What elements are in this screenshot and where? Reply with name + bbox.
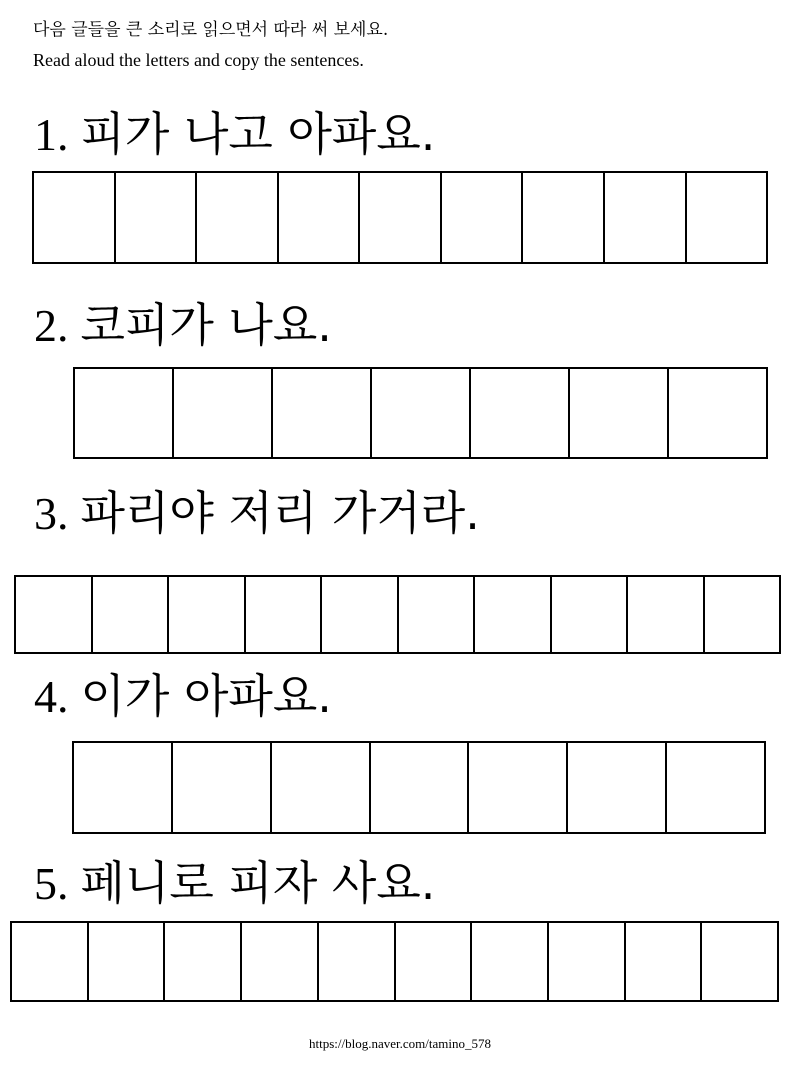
exercise-3-heading [34,485,480,542]
exercise-sentence: 이가 아파요. [80,669,332,723]
source-url: https://blog.naver.com/tamino_578 [309,1036,491,1051]
writing-box [242,923,319,1000]
writing-box [165,923,242,1000]
exercise-number: 2. [34,300,69,351]
writing-box [552,577,629,652]
writing-box [568,743,667,832]
instructions-english: Read aloud the letters and copy the sentences. [33,50,364,70]
instructions-korean: 다음 글들을 큰 소리로 읽으면서 따라 써 보세요. [33,20,389,40]
writing-box [246,577,323,652]
writing-box [116,173,198,262]
writing-box [74,743,173,832]
writing-box [628,577,705,652]
writing-box [705,577,782,652]
exercise-4-writing-grid [72,741,766,834]
writing-box [687,173,769,262]
writing-box [173,743,272,832]
writing-box [523,173,605,262]
writing-box [34,173,116,262]
writing-box [322,577,399,652]
writing-box [279,173,361,262]
writing-box [273,369,372,457]
writing-box [372,369,471,457]
exercise-sentence: 파리야 저리 가거라. [80,486,480,540]
exercise-number: 1. [34,109,69,160]
exercise-1-writing-grid [32,171,768,264]
writing-box [549,923,626,1000]
exercise-5-writing-grid [10,921,779,1002]
writing-box [570,369,669,457]
writing-box [702,923,779,1000]
writing-box [669,369,768,457]
writing-box [197,173,279,262]
exercise-number: 5. [34,858,69,909]
exercise-3-writing-grid [14,575,781,654]
exercise-sentence: 페니로 피자 사요. [80,856,436,910]
writing-box [475,577,552,652]
exercise-1-heading [34,106,435,163]
writing-box [371,743,470,832]
writing-box [169,577,246,652]
writing-box [667,743,766,832]
writing-box [605,173,687,262]
writing-box [12,923,89,1000]
exercise-number: 4. [34,671,69,722]
exercise-5-heading [34,855,435,912]
exercise-2-heading [34,297,332,354]
writing-box [442,173,524,262]
writing-box [472,923,549,1000]
writing-box [399,577,476,652]
writing-box [319,923,396,1000]
writing-box [396,923,473,1000]
exercise-number: 3. [34,488,69,539]
writing-box [16,577,93,652]
exercise-4-heading [34,668,332,725]
exercise-sentence: 피가 나고 아파요. [80,107,436,161]
writing-box [272,743,371,832]
writing-box [93,577,170,652]
writing-box [626,923,703,1000]
writing-box [360,173,442,262]
writing-box [75,369,174,457]
writing-box [469,743,568,832]
writing-box [471,369,570,457]
exercise-2-writing-grid [73,367,768,459]
writing-box [89,923,166,1000]
writing-box [174,369,273,457]
exercise-sentence: 코피가 나요. [80,298,332,352]
